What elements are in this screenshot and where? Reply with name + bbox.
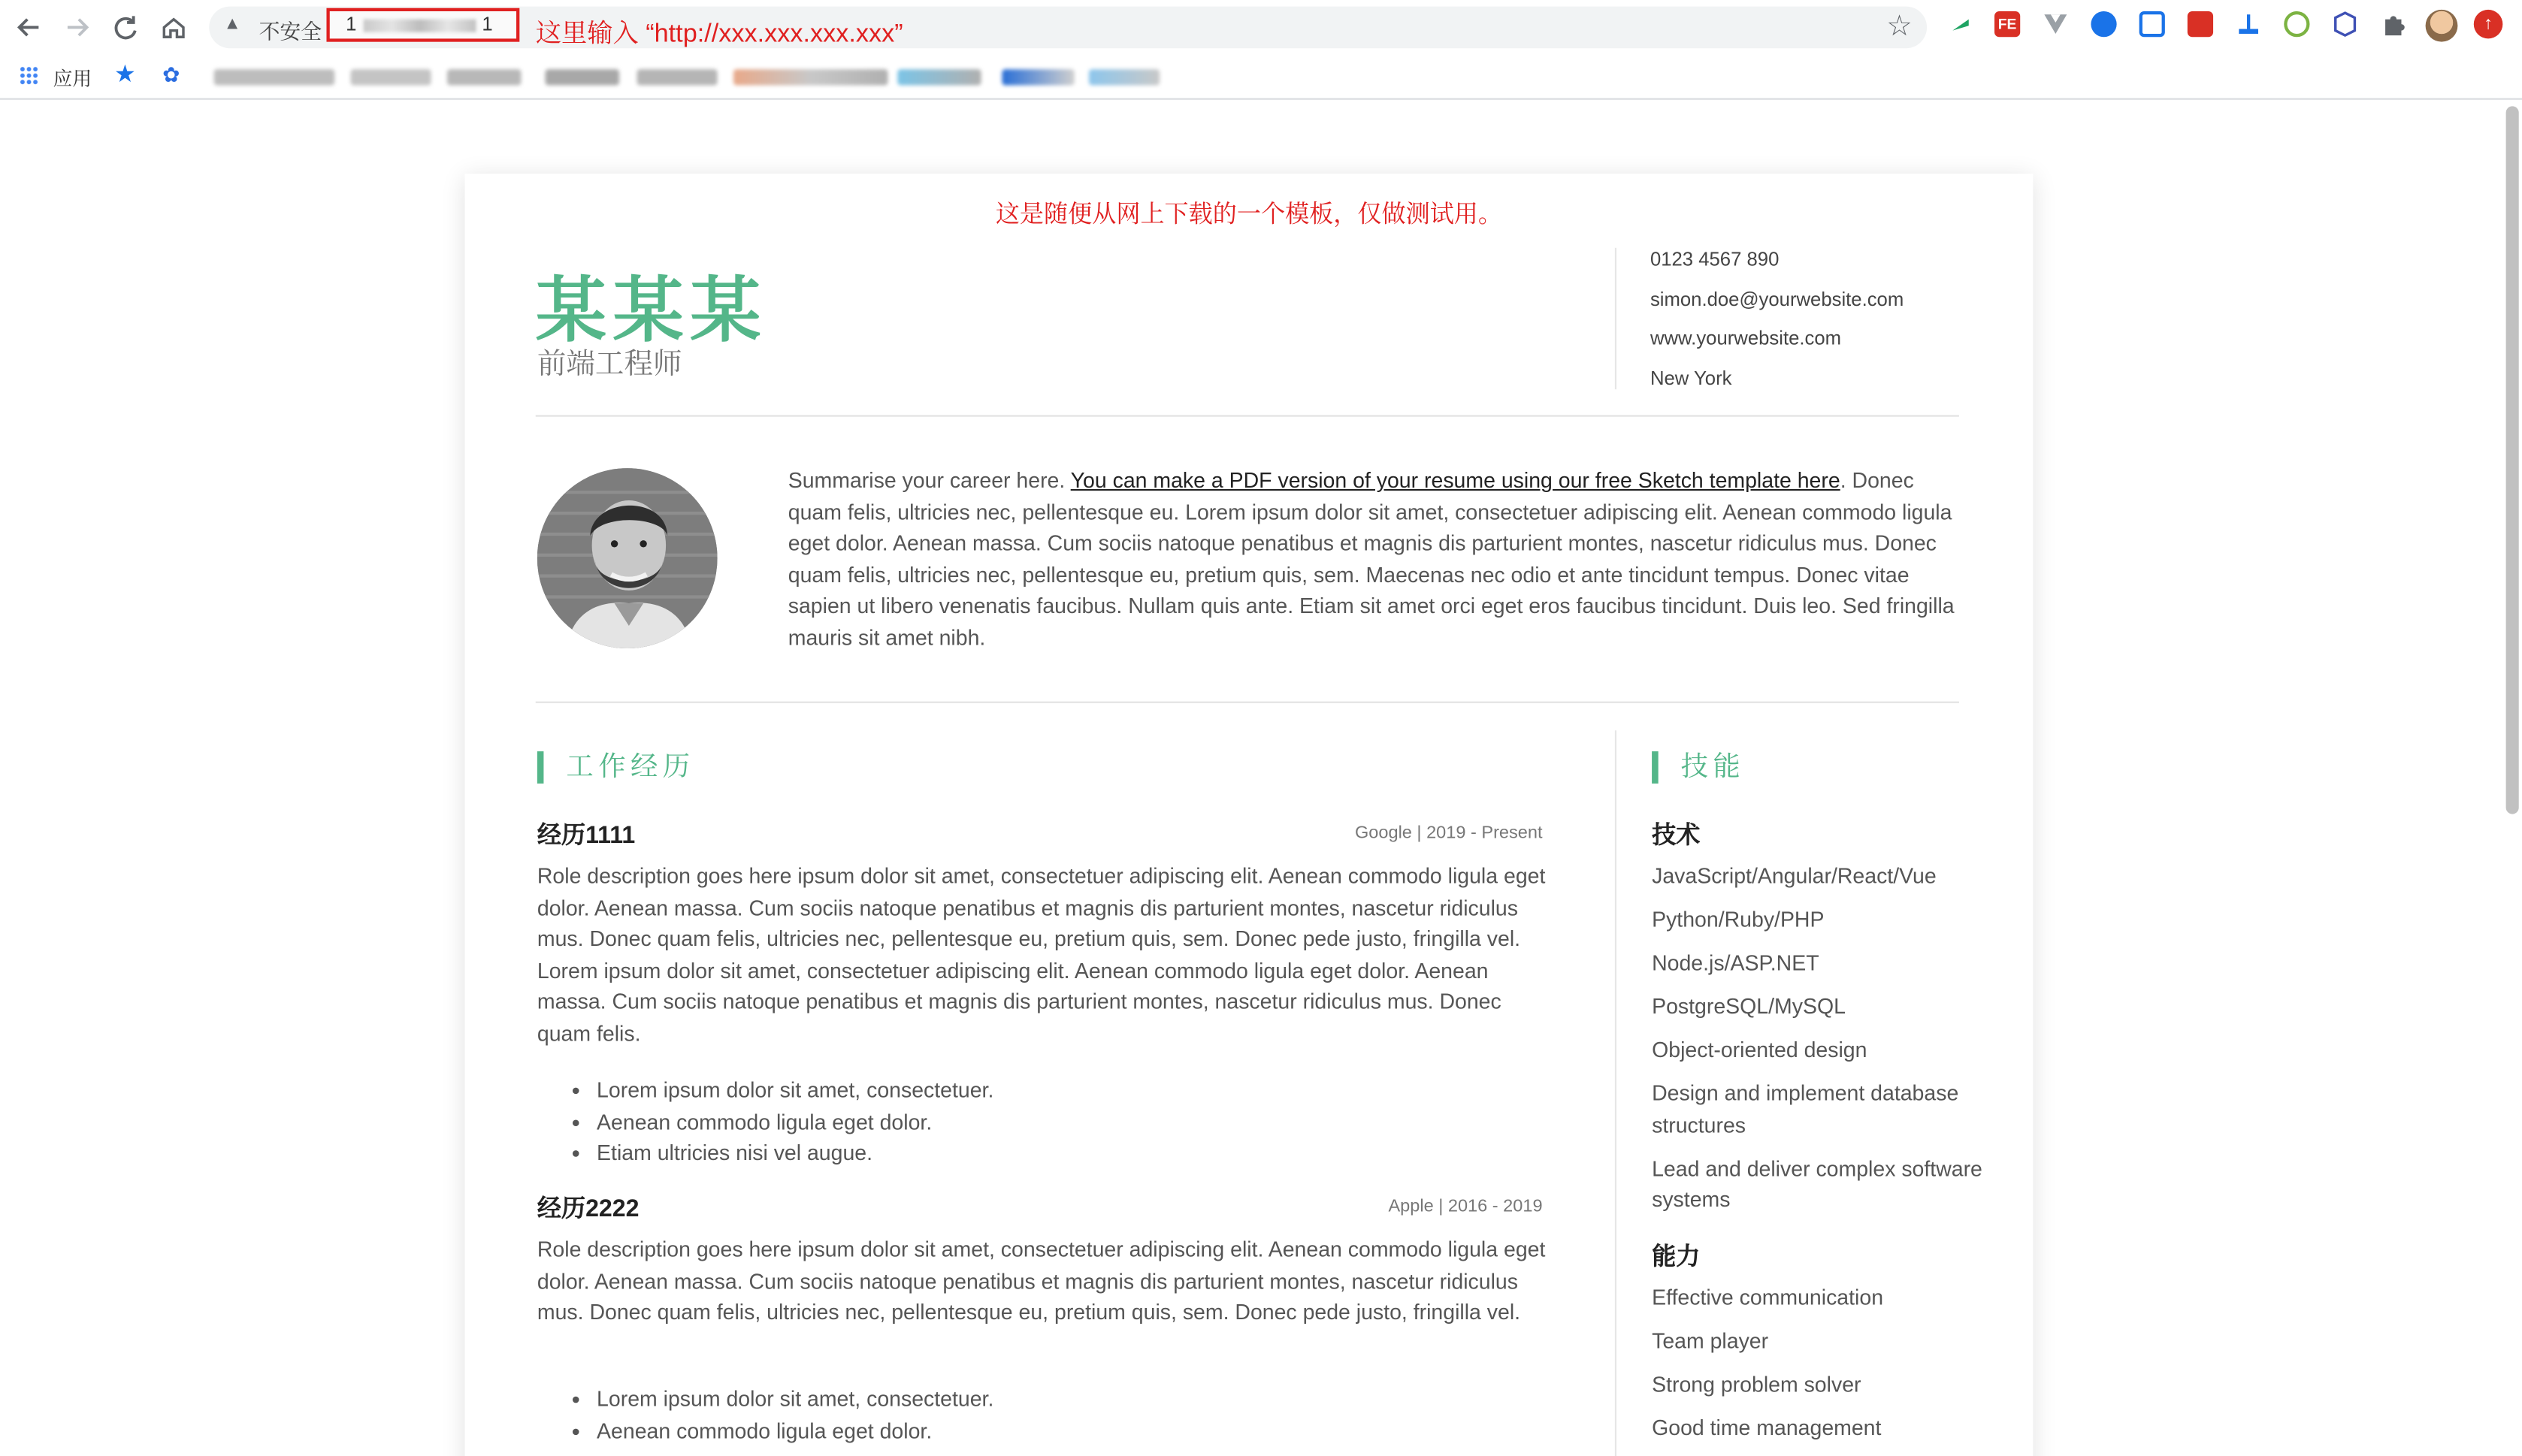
bookmark-star-blue-icon[interactable]: ★ xyxy=(113,61,136,89)
address-bar[interactable] xyxy=(209,7,1927,49)
list-item: Good time management xyxy=(1652,1415,1882,1440)
extension-globe-icon[interactable] xyxy=(2091,11,2116,37)
list-item: Design and implement database structures xyxy=(1652,1080,1959,1137)
contact-location: New York xyxy=(1650,366,1732,389)
divider-line xyxy=(536,702,1959,703)
job-meta: Google | 2019 - Present xyxy=(1354,823,1543,844)
extension-brush-icon[interactable] xyxy=(2236,11,2261,37)
list-item: • Etiam ultricies nisi vel augue. xyxy=(597,1137,1536,1169)
url-end: 1 xyxy=(482,13,493,36)
divider-line xyxy=(536,415,1959,416)
blurred-bookmark[interactable] xyxy=(637,69,718,85)
baidu-paw-icon[interactable]: ✿ xyxy=(162,62,180,87)
list-item: PostgreSQL/MySQL xyxy=(1652,994,1846,1019)
extension-lime-icon[interactable] xyxy=(2284,11,2309,37)
list-item: • Lorem ipsum dolor sit amet, consectetuer. xyxy=(597,1074,1536,1106)
warning-icon: ▲ xyxy=(223,14,241,34)
extension-screenshot-icon[interactable] xyxy=(2139,11,2165,37)
url-annotation: 这里输入 “http://xxx.xxx.xxx.xxx” xyxy=(535,20,903,49)
list-item: • Aenean commodo ligula eget dolor. xyxy=(597,1106,1536,1137)
list-item: Lead and deliver complex software systems xyxy=(1652,1155,1982,1212)
career-summary xyxy=(788,465,1962,654)
contact-list xyxy=(1650,246,1904,404)
skill-list xyxy=(1652,861,2006,1228)
extensions-puzzle-icon[interactable] xyxy=(2381,11,2406,37)
summary-text-start: Summarise your career here. xyxy=(788,468,1071,493)
summary-text-end: . Donec quam felis, ultricies nec, pellentesque eu. Lorem ipsum dolor sit amet, consectetuer adipiscing elit. Aenean commodo ligula eget dolor. Aenean massa. Cum sociis natoque penatibus et magnis dis parturient montes, nascetur ridiculus mus. Donec quam felis, ultricies nec, pellentesque eu, pretium quis, sem. Maecenas nec odio et ante tincidunt tempus. Donec vitae sapien ut libero venenatis faucibus. Nullam quis ante. Etiam sit amet orci eget eros faucibus tincidunt. Duis leo. Sed fringilla mauris sit amet nibh. xyxy=(788,468,1955,651)
reload-icon[interactable] xyxy=(107,10,143,45)
extension-cube-icon[interactable] xyxy=(2332,11,2357,37)
url-blur xyxy=(363,19,476,32)
resume-card xyxy=(465,174,2034,1456)
back-arrow-icon[interactable] xyxy=(11,10,47,45)
url-start: 1 xyxy=(346,13,357,36)
extension-vue-icon[interactable] xyxy=(2043,11,2068,37)
bookmark-star-icon[interactable]: ☆ xyxy=(1886,9,1913,42)
page-scrollbar[interactable] xyxy=(2506,106,2519,814)
skill-category: 技术 xyxy=(1652,822,1701,850)
list-item: • Lorem ipsum dolor sit amet, consectetuer. xyxy=(597,1384,1536,1415)
skills-section-title: 技能 xyxy=(1652,751,1745,784)
url-input[interactable] xyxy=(326,8,519,42)
column-divider xyxy=(1615,730,1616,1456)
browser-toolbar xyxy=(0,0,2522,55)
profile-photo xyxy=(537,468,718,648)
apps-grid-icon[interactable] xyxy=(20,66,39,86)
forward-arrow-icon[interactable] xyxy=(59,10,95,45)
resume-role: 前端工程师 xyxy=(537,347,682,380)
apps-label[interactable]: 应用 xyxy=(53,67,92,90)
blurred-bookmark[interactable] xyxy=(214,69,335,85)
blurred-bookmark[interactable] xyxy=(897,69,981,85)
list-item: Object-oriented design xyxy=(1652,1038,1867,1062)
job-title: 经历1111 xyxy=(537,822,636,850)
resume-name: 某某某 xyxy=(535,270,767,352)
bookmarks-bar xyxy=(0,55,2522,100)
list-item: Node.js/ASP.NET xyxy=(1652,950,1819,975)
blurred-bookmark[interactable] xyxy=(351,69,431,85)
blurred-bookmark[interactable] xyxy=(447,69,521,85)
sketch-template-link[interactable]: You can make a PDF version of your resume using our free Sketch template here xyxy=(1070,468,1840,493)
extension-red-icon[interactable] xyxy=(2188,11,2213,37)
blurred-bookmark[interactable] xyxy=(1002,69,1074,85)
insecure-label: 不安全 xyxy=(259,19,322,44)
experience-section-title: 工作经历 xyxy=(537,751,695,784)
job-bullets xyxy=(571,1384,1536,1447)
template-note: 这是随便从网上下载的一个模板，仅做测试用。 xyxy=(995,201,1503,229)
contact-website[interactable]: www.yourwebsite.com xyxy=(1650,326,1842,349)
contact-phone[interactable]: 0123 4567 890 xyxy=(1650,247,1780,270)
list-item: JavaScript/Angular/React/Vue xyxy=(1652,863,1937,889)
blurred-bookmark[interactable] xyxy=(733,69,888,85)
skill-list xyxy=(1652,1282,2006,1456)
profile-avatar[interactable] xyxy=(2426,10,2458,42)
header-divider xyxy=(1615,248,1616,389)
blurred-bookmark[interactable] xyxy=(546,69,619,85)
list-item: Python/Ruby/PHP xyxy=(1652,907,1825,932)
blurred-bookmark[interactable] xyxy=(1089,69,1160,85)
job-bullets xyxy=(571,1074,1536,1169)
list-item: Strong problem solver xyxy=(1652,1372,1861,1397)
job-meta: Apple | 2016 - 2019 xyxy=(1388,1197,1543,1216)
list-item: • Aenean commodo ligula eget dolor. xyxy=(597,1415,1536,1447)
skill-category: 能力 xyxy=(1652,1243,1701,1271)
job-title: 经历2222 xyxy=(537,1195,640,1223)
extension-fe-icon[interactable]: FE xyxy=(1994,11,2020,37)
contact-email[interactable]: simon.doe@yourwebsite.com xyxy=(1650,287,1904,310)
update-icon[interactable]: ↑ xyxy=(2474,10,2503,39)
extension-flag-icon[interactable] xyxy=(1948,11,1973,37)
job-description: Role description goes here ipsum dolor sit amet, consectetuer adipiscing elit. Aenean commodo ligula eget dolor. Aenean massa. Cum sociis natoque penatibus et magnis dis parturient montes, nascetur ridiculus mus. Donec quam felis, ultricies nec, pellentesque eu, pretium quis, sem. Donec pede justo, fringilla vel. xyxy=(537,1237,1546,1325)
list-item: Effective communication xyxy=(1652,1285,1884,1310)
job-description: Role description goes here ipsum dolor sit amet, consectetuer adipiscing elit. Aenean commodo ligula eget dolor. Aenean massa. Cum sociis natoque penatibus et magnis dis parturient montes, nascetur ridiculus mus. Donec quam felis, ultricies nec, pellentesque eu, pretium quis, sem. Donec pede justo, fringilla vel. Lorem ipsum dolor sit amet, consectetuer adipiscing elit. Aenean commodo ligula eget dolor. Aenean massa. Cum sociis natoque penatibus et magnis dis parturient montes, nascetur ridiculus mus. Donec quam felis. xyxy=(537,863,1546,1046)
list-item: Team player xyxy=(1652,1328,1769,1353)
home-icon[interactable] xyxy=(156,10,192,45)
